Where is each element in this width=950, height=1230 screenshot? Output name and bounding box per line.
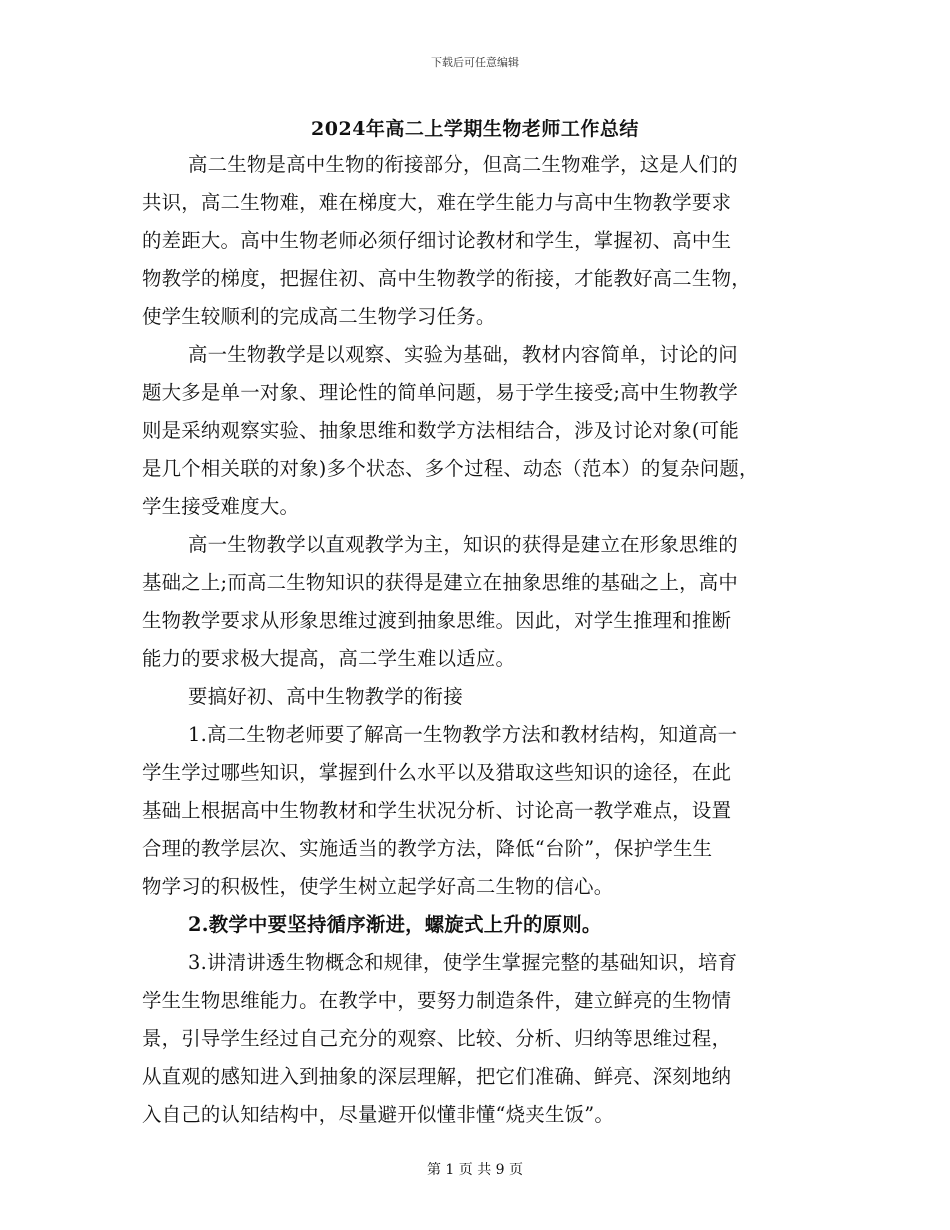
text-line: 合理的教学层次、实施适当的教学方法，降低“台阶”，保护学生生 [142,837,713,860]
text-line: 使学生较顺利的完成高二生物学习任务。 [142,305,496,328]
text-line: 基础之上;而高二生物知识的获得是建立在抽象思维的基础之上，高中 [142,571,739,594]
text-line: 是几个相关联的对象)多个状态、多个过程、动态（范本）的复杂问题， [142,457,759,480]
document-title: 2024年高二上学期生物老师工作总结 [311,118,639,140]
page-footer: 第 1 页 共 9 页 [426,1162,524,1178]
text-line: 物学习的积极性，使学生树立起学好高二生物的信心。 [142,875,614,898]
text-line: 物教学的梯度，把握住初、高中生物教学的衔接，才能教好高二生物， [142,267,751,290]
text-line: 从直观的感知进入到抽象的深层理解，把它们准确、鲜亮、深刻地纳 [142,1065,732,1088]
text-line: 2.教学中要坚持循序渐进，螺旋式上升的原则。 [188,913,602,936]
text-line: 生物教学要求从形象思维过渡到抽象思维。因此，对学生推理和推断 [142,609,732,632]
text-line: 学生生物思维能力。在教学中，要努力制造条件，建立鲜亮的生物情 [142,989,732,1012]
text-line: 学生接受难度大。 [142,495,300,518]
text-line: 高一生物教学是以观察、实验为基础，教材内容简单，讨论的问 [188,343,738,366]
text-line: 基础上根据高中生物教材和学生状况分析、讨论高一教学难点，设置 [142,799,732,822]
text-line: 题大多是单一对象、理论性的简单问题，易于学生接受;高中生物教学 [142,381,739,404]
text-line: 3.讲清讲透生物概念和规律，使学生掌握完整的基础知识，培育 [188,951,738,974]
text-line: 共识，高二生物难，难在梯度大，难在学生能力与高中生物教学要求 [142,191,732,214]
text-line: 高一生物教学以直观教学为主，知识的获得是建立在形象思维的 [188,533,738,556]
text-line: 1.高二生物老师要了解高一生物教学方法和教材结构，知道高一 [188,723,738,746]
text-line: 则是采纳观察实验、抽象思维和数学方法相结合，涉及讨论对象(可能 [142,419,740,442]
text-line: 高二生物是高中生物的衔接部分，但高二生物难学，这是人们的 [188,153,738,176]
text-line: 能力的要求极大提高，高二学生难以适应。 [142,647,516,670]
text-line: 学生学过哪些知识，掌握到什么水平以及猎取这些知识的途径，在此 [142,761,732,784]
document-body [142,146,814,1134]
text-line: 的差距大。高中生物老师必须仔细讨论教材和学生，掌握初、高中生 [142,229,732,252]
text-line: 景，引导学生经过自己充分的观察、比较、分析、归纳等思维过程， [142,1027,732,1050]
text-line: 入自己的认知结构中，尽量避开似懂非懂“烧夹生饭”。 [142,1103,615,1126]
text-line: 要搞好初、高中生物教学的衔接 [188,685,463,708]
header-note: 下载后可任意编辑 [431,56,519,69]
